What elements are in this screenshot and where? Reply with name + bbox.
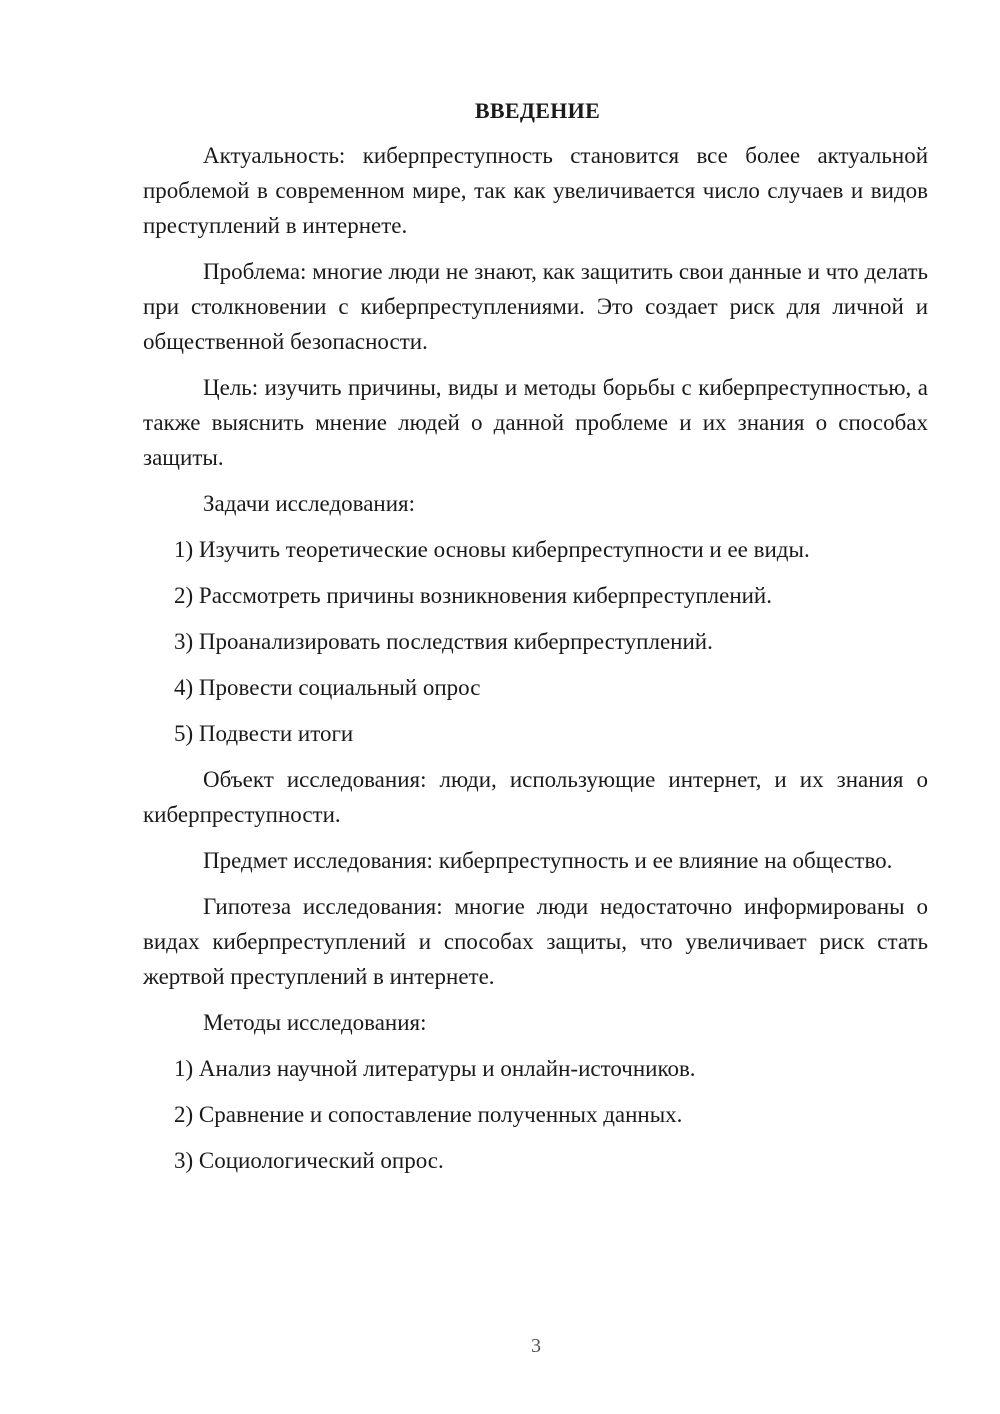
tasks-list-item: 2) Рассмотреть причины возникновения киберпреступлений. (174, 583, 772, 608)
section-heading: ВВЕДЕНИЕ (474, 98, 601, 123)
paragraph-subject: Предмет исследования: киберпреступность и ее влияние на общество. (203, 848, 893, 873)
page-content (143, 96, 928, 1189)
paragraph-object: Объект исследования: люди, использующие интернет, и их знания о киберпреступности. (143, 767, 928, 827)
paragraph-goal: Цель: изучить причины, виды и методы борьбы с киберпреступностью, а также выяснить мнение людей о данной проблеме и их знания о способах защиты. (143, 375, 928, 470)
methods-list (143, 1051, 928, 1178)
methods-label: Методы исследования: (203, 1010, 427, 1035)
tasks-list (143, 532, 928, 751)
tasks-list-item: 1) Изучить теоретические основы киберпреступности и ее виды. (174, 537, 810, 562)
tasks-list-item: 5) Подвести итоги (174, 721, 354, 746)
tasks-list-item: 3) Проанализировать последствия киберпреступлений. (174, 629, 713, 654)
paragraph-hypothesis: Гипотеза исследования: многие люди недостаточно информированы о видах киберпреступлений и способах защиты, что увеличивает риск стать жертвой преступлений в интернете. (143, 894, 928, 989)
page-number: 3 (531, 1335, 541, 1357)
tasks-label: Задачи исследования: (203, 491, 416, 516)
tasks-list-item: 4) Провести социальный опрос (174, 675, 481, 700)
paragraph-relevance: Актуальность: киберпреступность становится все более актуальной проблемой в современном мире, так как увеличивается число случаев и видов преступлений в интернете. (143, 143, 928, 238)
paragraph-problem: Проблема: многие люди не знают, как защитить свои данные и что делать при столкновении с киберпреступлениями. Это создает риск для личной и общественной безопасности. (143, 259, 928, 354)
methods-list-item: 2) Сравнение и сопоставление полученных данных. (174, 1102, 683, 1127)
methods-list-item: 1) Анализ научной литературы и онлайн-источников. (174, 1056, 696, 1081)
methods-list-item: 3) Социологический опрос. (174, 1148, 444, 1173)
